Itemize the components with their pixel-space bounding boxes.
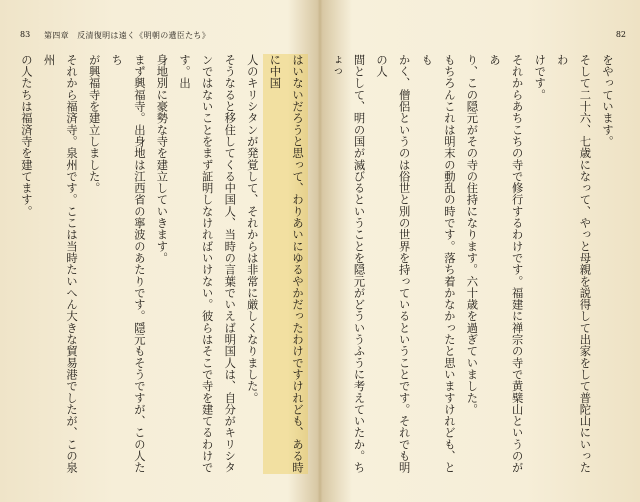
- text-line: 人のキリシタンが発覚して、それからは非常に厳しくなりました。: [245, 54, 259, 404]
- left-page: [0, 0, 318, 502]
- running-head: 第四章 反清復明は遠く《明朝の遺臣たち》: [44, 31, 210, 40]
- text-line: そうなると移住してくる中国人、当時の言葉でいえば明国人は、自分がキリシタ: [223, 54, 237, 474]
- body-text-left: [16, 54, 308, 474]
- text-line: ンではないことをまず証明しなければいけない。彼らはそこで寺を建てるわけです。出: [178, 54, 214, 474]
- text-line: をやっています。: [601, 54, 614, 148]
- text-line: はいないだろうと思って、わりあいにゆるやかだったわけですけれども、ある時に中国: [263, 54, 308, 474]
- text-line: それから福済寺。泉州です。ここは当時たいへん大きな貿易港でしたが、この泉州: [42, 54, 79, 474]
- text-line: の人たちは福済寺を建てます。: [19, 54, 33, 218]
- text-line: 身地別に豪勢な寺を建立していきます。: [155, 54, 169, 264]
- text-line: けです。: [533, 54, 547, 101]
- body-text-right: [322, 54, 618, 474]
- text-line: もちろんこれは明末の動乱の時です。落ち着かなかったと思いますけれども、とも: [420, 54, 456, 474]
- text-line: り、この隠元がその寺の住持になります。六十歳を過ぎていました。: [465, 54, 479, 416]
- text-line: 間として、明の国が滅びるということを隠元がどういうふうに考えていたか。ちょっ: [329, 54, 366, 474]
- text-line: かく、僧侶というのは俗世と別の世界を持っているということです。それでも明の人: [375, 54, 411, 474]
- text-line: それからあちこちの寺で修行するわけです。福建に禅宗の寺で黄檗山というのがあ: [488, 54, 524, 474]
- right-page: [322, 0, 640, 502]
- text-line: [322, 54, 324, 474]
- text-line: が興福寺を建立しました。: [87, 54, 101, 194]
- text-line: まず興福寺。出身地は江西省の寧波のあたりです。隠元もそうですが、この人たち: [110, 54, 146, 474]
- page-number-right: 82: [615, 30, 626, 39]
- text-line: そして二十六、七歳になって、やっと母親を説得して出家をして普陀山にいったわ: [555, 54, 592, 474]
- page-number-left: 83: [20, 30, 31, 39]
